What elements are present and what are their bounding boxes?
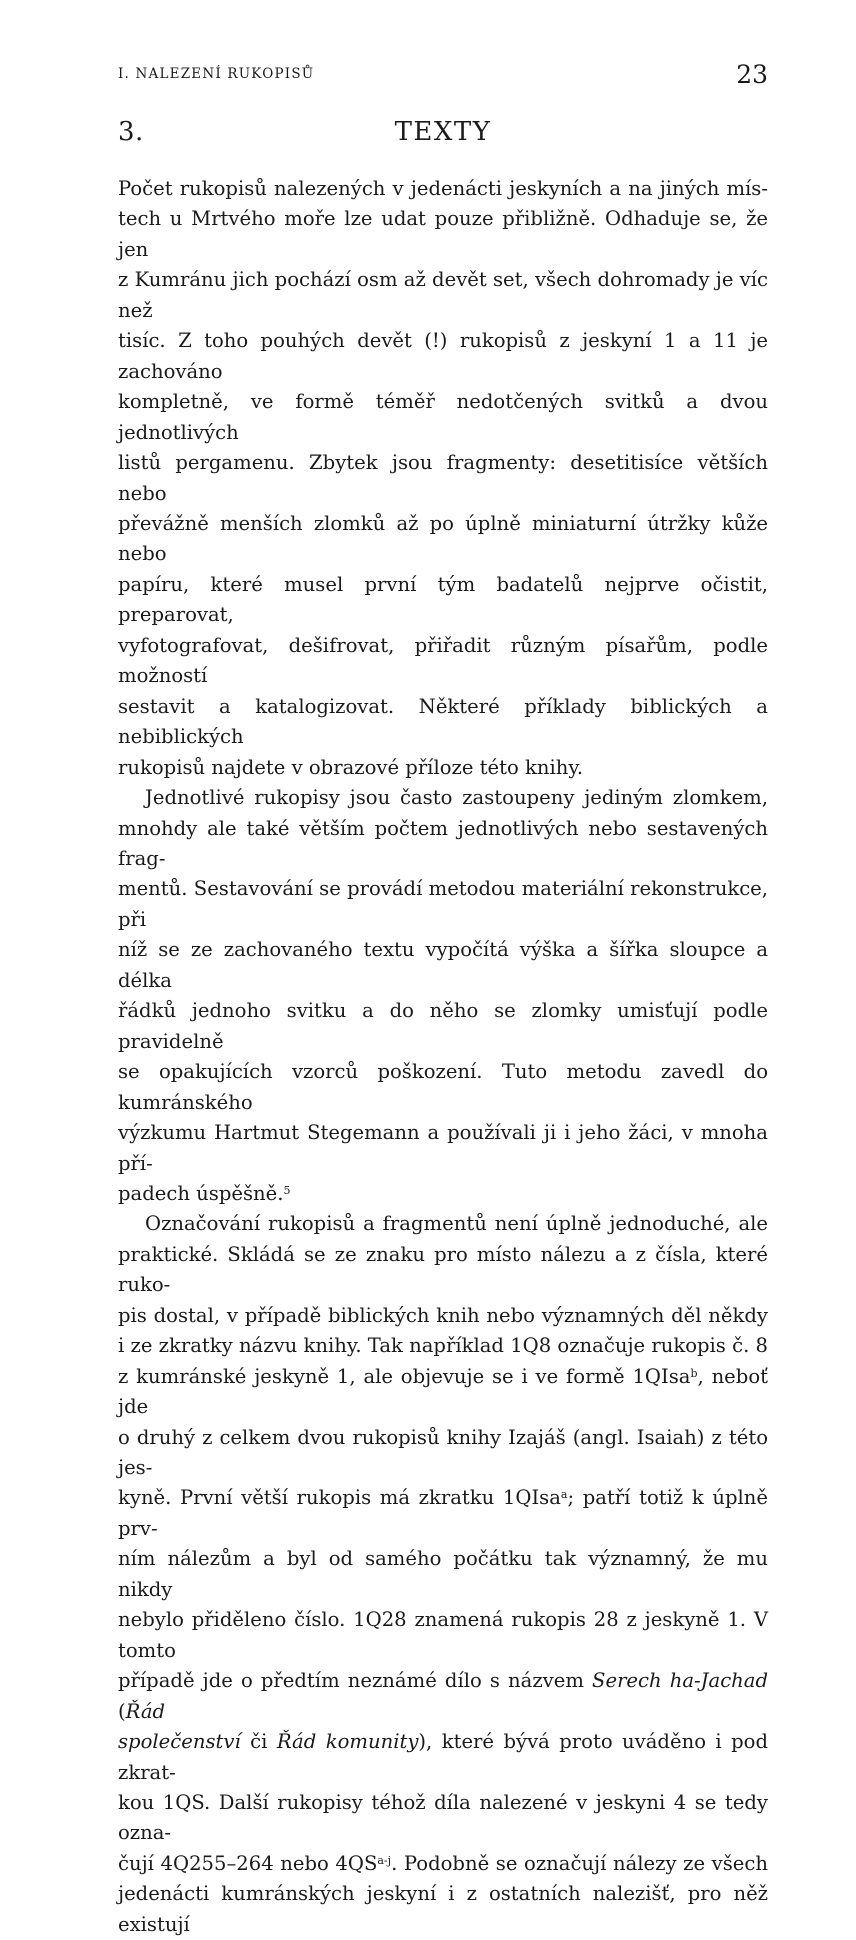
paragraph-text: ( [118, 1699, 126, 1723]
paragraph-line: rukopisů najdete v obrazové příloze této knihy. [118, 755, 584, 779]
paragraph-text: kyně. První větší rukopis má zkratku 1QIsa [118, 1486, 561, 1510]
paragraph-text: či [240, 1730, 277, 1754]
paragraph-line [118, 1666, 768, 1727]
paragraph-text: , neboť jde [118, 1364, 768, 1419]
paragraph-line: Jednotlivé rukopisy jsou často zastoupeny jediným zlomkem, [145, 786, 768, 810]
paragraph-line: Označování rukopisů a fragmentů není úplně jednoduché, ale [145, 1212, 768, 1236]
superscript: b [690, 1366, 698, 1380]
italic-title: Řád [125, 1699, 166, 1723]
superscript: a-j [377, 1853, 392, 1867]
paragraph-line: z Kumránu jich pochází osm až devět set, všech dohromady je víc než [118, 268, 768, 322]
paragraph-text: případě jde o předtím neznámé dílo s názvem [118, 1669, 593, 1693]
paragraph-line: převážně menších zlomků až po úplně miniaturní útržky kůže nebo [118, 511, 768, 566]
section-title: TEXTY [394, 117, 492, 147]
paragraph-line [118, 1483, 768, 1544]
paragraph-line: nebylo přiděleno číslo. 1Q28 znamená rukopis 28 z jeskyně 1. V tomto [118, 1608, 768, 1662]
paragraph-line: i ze zkratky názvu knihy. Tak například 1Q8 označuje rukopis č. 8 [118, 1334, 768, 1358]
paragraph-text: padech úspěšně. [118, 1181, 284, 1205]
paragraph-line [118, 1362, 768, 1423]
paragraph-line: sestavit a katalogizovat. Některé příklady biblických a nebiblických [118, 694, 768, 749]
superscript: a [560, 1488, 568, 1502]
paragraph-line [118, 1727, 768, 1788]
paragraph-text: . Podobně se označují nálezy ze všech [391, 1851, 768, 1875]
paragraph-line: výzkumu Hartmut Stegemann a používali ji i jeho žáci, v mnoha pří- [118, 1121, 768, 1175]
body-text [118, 174, 768, 1940]
paragraph-line: mentů. Sestavování se provádí metodou materiální rekonstrukce, při [118, 877, 768, 931]
paragraph-line: jedenácti kumránských jeskyní i z ostatních nalezišť, pro něž existují [118, 1882, 768, 1936]
paragraph-text: čují 4Q255–264 nebo 4QS [118, 1851, 378, 1875]
paragraph-text: z kumránské jeskyně 1, ale objevuje se i ve formě 1QIsa [118, 1364, 691, 1388]
footnote-reference[interactable]: 5 [283, 1183, 291, 1197]
running-head: I. NALEZENÍ RUKOPISŮ [118, 66, 315, 82]
paragraph-line: vyfotografovat, dešifrovat, přiřadit různým písařům, podle možností [118, 633, 768, 688]
paragraph-line: se opakujících vzorců poškození. Tuto metodu zavedl do kumránského [118, 1060, 768, 1114]
paragraph-line: řádků jednoho svitku a do něho se zlomky umisťují podle pravidelně [118, 999, 768, 1053]
paragraph-text: ), které bývá proto uváděno i pod zkrat- [118, 1730, 769, 1784]
paragraph-line: kou 1QS. Další rukopisy téhož díla nalezené v jeskyni 4 se tedy ozna- [118, 1791, 768, 1845]
page-number: 23 [736, 60, 768, 89]
italic-title: Serech ha-Jachad [592, 1669, 769, 1693]
paragraph-line: pis dostal, v případě biblických knih nebo významných děl někdy [118, 1303, 768, 1327]
paragraph-line: kompletně, ve formě téměř nedotčených svitků a dvou jednotlivých [118, 390, 768, 444]
italic-title: Řád komunity [276, 1730, 419, 1754]
paragraph-line: ním nálezům a byl od samého počátku tak významný, že mu nikdy [118, 1547, 768, 1601]
section-number: 3. [118, 117, 144, 147]
paragraph-line: tech u Mrtvého moře lze udat pouze přibližně. Odhaduje se, že jen [118, 207, 768, 261]
paragraph-line: mnohdy ale také větším počtem jednotlivých nebo sestavených frag- [118, 816, 768, 870]
paragraph-line: listů pergamenu. Zbytek jsou fragmenty: desetitisíce větších nebo [118, 451, 768, 505]
paragraph-line [118, 1849, 768, 1879]
paragraph-line: o druhý z celkem dvou rukopisů knihy Izajáš (angl. Isaiah) z této jes- [118, 1425, 768, 1480]
paragraph-line: Počet rukopisů nalezených v jedenácti jeskyních a na jiných mís- [118, 177, 768, 200]
paragraph-line: níž se ze zachovaného textu vypočítá výška a šířka sloupce a délka [118, 938, 768, 992]
paragraph-line [118, 1179, 768, 1209]
paragraph-line: tisíc. Z toho pouhých devět (!) rukopisů z jeskyní 1 a 11 je zachováno [118, 329, 768, 383]
paragraph-text: ; patří totiž k úplně prv- [118, 1486, 768, 1540]
italic-title: společenství [118, 1730, 241, 1754]
paragraph-line: praktické. Skládá se ze znaku pro místo nálezu a z čísla, které ruko- [118, 1242, 768, 1297]
paragraph-line: papíru, které musel první tým badatelů nejprve očistit, preparovat, [118, 572, 768, 627]
